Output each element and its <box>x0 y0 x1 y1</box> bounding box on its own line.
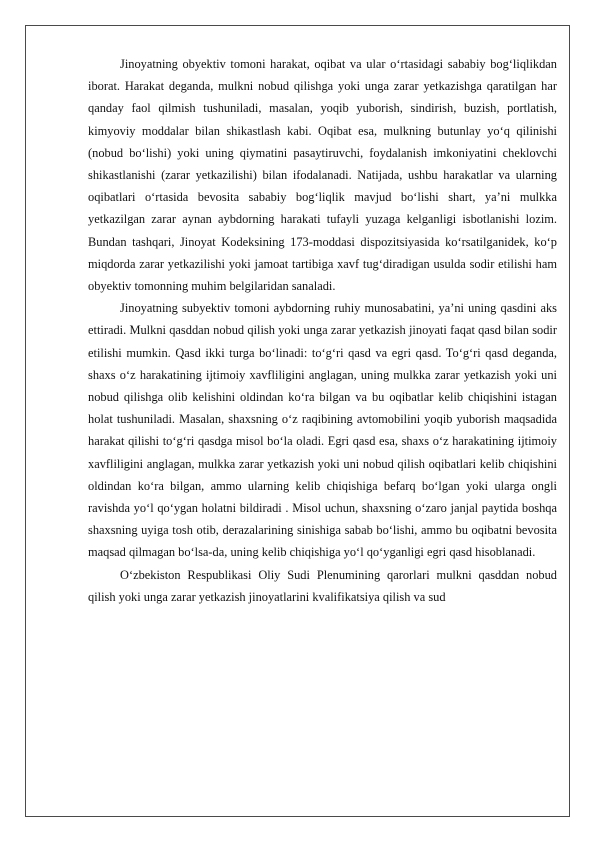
document-body <box>88 53 557 608</box>
paragraph-supreme-court-plenum: Oʻzbekiston Respublikasi Oliy Sudi Plenumining qarorlari mulkni qasddan nobud qilish yoki unga zarar yetkazish jinoyatlarini kvalifikatsiya qilish va sud <box>88 567 557 604</box>
paragraph-subjective-side: Jinoyatning subyektiv tomoni aybdorning ruhiy munosabatini, yaʼni uning qasdini aks ettiradi. Mulkni qasddan nobud qilish yoki unga zarar yetkazish jinoyati faqat qasd bilan sodir etilishi mumkin. Qasd ikki turga boʻlinadi: toʻgʻri qasd va egri qasd. Toʻgʻri qasd deganda, shaxs oʻz harakatining ijtimoiy xavfliligini anglagan, uning mulkka zarar yetkazish yoki uni nobud qilishga olib kelishini oldindan koʻra bilgan va bu oqibatlar kelib chiqishini istagan holat tushuniladi. Masalan, shaxsning oʻz raqibining avtomobilini yoqib yuborish maqsadida harakat qilishi toʻgʻri qasdga misol boʻla oladi. Egri qasd esa, shaxs oʻz harakatining ijtimoiy xavfliligini anglagan, mulkka zarar yetkazish yoki uni nobud qilish oqibatlari kelib chiqishini oldindan koʻra bilgan, ammo ularning kelib chiqishiga befarq boʻlgan yoki ularga ongli ravishda yoʻl qoʻygan holatni bildiradi . Misol uchun, shaxsning oʻzaro janjal paytida boshqa shaxsning uyiga tosh otib, derazalarining sinishiga sabab boʻlishi, ammo bu oqibatni bevosita maqsad qilmagan boʻlsa-da, uning kelib chiqishiga yoʻl qoʻyganligi egri qasd hisoblanadi. <box>88 301 557 560</box>
paragraph-objective-side: Jinoyatning obyektiv tomoni harakat, oqibat va ular oʻrtasidagi sababiy bogʻliqlikdan iborat. Harakat deganda, mulkni nobud qilishga yoki unga zarar yetkazishga qaratilgan har qanday faol qilmish tushuniladi, masalan, yoqib yuborish, sindirish, buzish, portlatish, kimyoviy moddalar bilan shikastlash kabi. Oqibat esa, mulkning butunlay yoʻq qilinishi (nobud boʻlishi) yoki uning qiymatini pasaytiruvchi, foydalanish imkoniyatini cheklovchi shikastlanishi (zarar yetkazilishi) bilan ifodalanadi. Natijada, ushbu harakatlar va ularning oqibatlari oʻrtasida bevosita sababiy bogʻliqlik mavjud boʻlishi shart, yaʼni mulkka yetkazilgan zarar aynan aybdorning harakati tufayli yuzaga kelganligi isbotlanishi lozim. Bundan tashqari, Jinoyat Kodeksining 173-moddasi dispozitsiyasida koʻrsatilganidek, koʻp miqdorda zarar yetkazilishi yoki jamoat tartibiga xavf tugʻdiradigan usulda sodir etilishi ham obyektiv tomonning muhim belgilaridan sanaladi. <box>88 57 557 294</box>
